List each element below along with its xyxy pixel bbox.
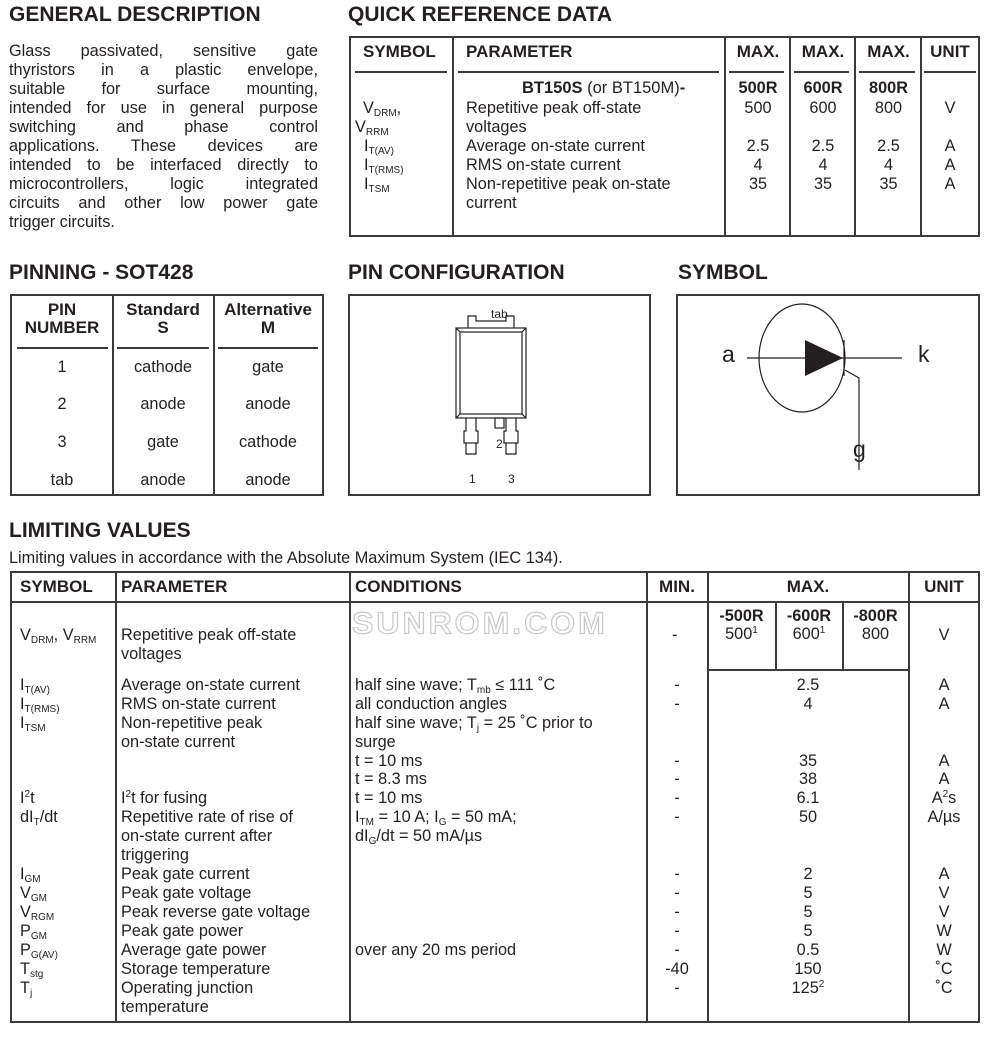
header-max: MAX.	[786, 577, 830, 596]
max-value: 5	[803, 903, 813, 921]
gate-label: g	[853, 436, 866, 462]
value: 4	[753, 156, 763, 174]
general-description-text	[9, 42, 318, 232]
pin-standard: anode	[140, 395, 186, 413]
min-value: -	[674, 770, 680, 788]
unit: A	[938, 676, 950, 694]
parameter-text: Non-repetitive peak on-state	[466, 175, 671, 193]
header-symbol: SYMBOL	[363, 42, 436, 61]
condition-text: $dI_G/dt = 50$ mA/µs	[355, 827, 483, 847]
max-500: $500^1$	[725, 625, 758, 643]
symbol-pgm: $P_{GM}$	[20, 922, 47, 942]
unit: A	[938, 770, 950, 788]
value: 2.5	[811, 137, 835, 155]
parameter-text: voltages	[466, 118, 527, 136]
parameter-text: Peak gate current	[121, 865, 250, 883]
symbol-vrrm: $V_{RRM}$	[355, 118, 389, 138]
min-value: -	[674, 865, 680, 883]
symbol-it-av: $I_{T(AV)}$	[20, 676, 50, 696]
parameter-text: Repetitive rate of rise of	[121, 808, 293, 826]
unit: A	[938, 752, 950, 770]
description-line: applications. These devices are	[9, 137, 318, 155]
unit: A	[938, 695, 950, 713]
min-value: -	[674, 922, 680, 940]
condition-text: t = 10 ms	[355, 752, 423, 770]
pin-alternative: gate	[252, 358, 284, 376]
symbol-it-rms: $I_{T(RMS)}$	[20, 695, 60, 715]
value: 600	[809, 99, 837, 117]
min-value: -	[674, 752, 680, 770]
value: 4	[818, 156, 828, 174]
symbol-i2t: $I^2t$	[20, 789, 35, 807]
header-max: MAX.	[801, 42, 845, 61]
max-value: 38	[798, 770, 818, 788]
parameter-text: RMS on-state current	[121, 695, 276, 713]
parameter-text: on-state current	[121, 733, 236, 751]
max-value: 5	[803, 884, 813, 902]
description-line: trigger circuits.	[9, 213, 115, 231]
value: 35	[813, 175, 833, 193]
unit: V	[944, 99, 956, 117]
header-rule	[794, 71, 849, 73]
parameter-text: RMS on-state current	[466, 156, 621, 174]
tab-label: tab	[491, 307, 508, 321]
pin-2-label: 2	[496, 437, 503, 451]
max-600: $600^1$	[792, 625, 826, 643]
header-parameter: PARAMETER	[466, 42, 573, 61]
parameter-text: Repetitive peak off-state	[121, 626, 297, 644]
grade-600r: 600R	[803, 79, 843, 97]
symbol-vdrm: $V_{DRM}$,	[363, 99, 402, 119]
description-line: microcontrollers, logic integrated	[9, 175, 318, 193]
quick-reference-title: QUICK REFERENCE DATA	[348, 3, 613, 26]
unit: A	[938, 865, 950, 883]
parameter-text: Average on-state current	[466, 137, 645, 155]
unit: V	[938, 626, 950, 644]
symbol-vdrm-vrrm: $V_{DRM}$, $V_{RRM}$	[20, 626, 97, 646]
condition-text: all conduction angles	[355, 695, 508, 713]
min-value: -	[674, 789, 680, 807]
max-value: 150	[794, 960, 822, 978]
grade-800r: 800R	[869, 79, 908, 97]
parameter-text: $I^2t$ for fusing	[121, 789, 208, 807]
symbol-itsm: $I_{TSM}$	[364, 175, 390, 195]
min-value: -	[674, 808, 680, 826]
pin-alternative: anode	[245, 471, 291, 489]
unit: ˚C	[935, 979, 953, 997]
parameter-text: triggering	[121, 846, 189, 864]
header-rule	[458, 71, 719, 73]
unit: V	[938, 903, 950, 921]
pin-configuration-title: PIN CONFIGURATION	[348, 261, 565, 284]
condition-text: half sine wave; $T_j = 25$ ˚C prior to	[355, 714, 593, 734]
condition-text: surge	[355, 733, 396, 751]
unit: A	[944, 175, 956, 193]
symbol-dit-dt: $dI_T/dt$	[20, 808, 58, 828]
grade-500r: 500R	[738, 79, 778, 97]
min-value: -	[672, 626, 678, 644]
max-value: 4	[803, 695, 813, 713]
pin-standard: anode	[140, 471, 186, 489]
variant-label: BT150S (or BT150M)-	[522, 79, 686, 97]
symbol-it-av: $I_{T(AV)}$	[364, 137, 394, 157]
pinning-title: PINNING - SOT428	[9, 261, 194, 284]
parameter-text: Operating junction	[121, 979, 254, 997]
symbol-vgm: $V_{GM}$	[20, 884, 47, 904]
parameter-text: temperature	[121, 998, 209, 1016]
symbol-box	[676, 294, 980, 496]
grade-800r: -800R	[853, 607, 898, 625]
parameter-text: Non-repetitive peak	[121, 714, 263, 732]
unit: A/µs	[927, 808, 961, 826]
parameter-text: Storage temperature	[121, 960, 271, 978]
pin-number: 2	[57, 395, 67, 413]
grade-600r: -600R	[786, 607, 832, 625]
condition-text: over any 20 ms period	[355, 941, 517, 959]
max-value: 6.1	[796, 789, 820, 807]
pin-3-label: 3	[508, 472, 515, 486]
symbol-tstg: $T_{stg}$	[20, 960, 44, 980]
min-value: -	[674, 695, 680, 713]
max-value: $125^2$	[791, 979, 825, 997]
unit: W	[936, 922, 952, 940]
thyristor-symbol-icon	[678, 296, 978, 494]
value: 35	[748, 175, 768, 193]
min-value: -	[674, 903, 680, 921]
min-value: -	[674, 884, 680, 902]
package-outline-icon	[350, 296, 649, 494]
unit: W	[936, 941, 952, 959]
divider	[452, 37, 454, 236]
value: 35	[879, 175, 898, 193]
parameter-text: Repetitive peak off-state	[466, 99, 642, 117]
description-line: thyristors in a plastic envelope,	[9, 61, 318, 79]
value: 500	[744, 99, 772, 117]
parameter-text: Peak reverse gate voltage	[121, 903, 311, 921]
pin-standard: gate	[147, 433, 179, 451]
max-value: 50	[798, 808, 818, 826]
header-pin-number: PIN NUMBER	[24, 300, 100, 337]
parameter-text: on-state current after	[121, 827, 273, 845]
header-rule	[924, 71, 976, 73]
description-line: Glass passivated, sensitive gate	[9, 42, 318, 60]
min-value: -	[674, 941, 680, 959]
symbol-tj: $T_j$	[20, 979, 33, 999]
header-symbol: SYMBOL	[20, 577, 93, 596]
header-alternative: Alternative M	[224, 300, 312, 337]
description-line: intended to be interfaced directly to	[9, 156, 318, 174]
condition-text: $I_{TM} = 10$ A; $I_G = 50$ mA;	[355, 808, 517, 828]
condition-text: t = 10 ms	[355, 789, 423, 807]
min-value: -	[674, 979, 680, 997]
max-value: 0.5	[796, 941, 820, 959]
max-value: 5	[803, 922, 813, 940]
symbol-igm: $I_{GM}$	[20, 865, 41, 885]
min-value: -40	[665, 960, 689, 978]
header-max: MAX.	[736, 42, 780, 61]
limiting-values-title: LIMITING VALUES	[9, 519, 191, 542]
header-conditions: CONDITIONS	[355, 577, 462, 596]
header-rule	[17, 347, 108, 349]
pin-number: 1	[57, 358, 67, 376]
value: 4	[883, 156, 894, 174]
anode-label: a	[722, 341, 735, 367]
limiting-values-subtitle: Limiting values in accordance with the Absolute Maximum System (IEC 134).	[9, 549, 563, 567]
pin-number: 3	[57, 433, 67, 451]
unit: V	[938, 884, 950, 902]
header-rule	[218, 347, 318, 349]
parameter-text: current	[466, 194, 517, 212]
parameter-text: Peak gate power	[121, 922, 244, 940]
symbol-itsm: $I_{TSM}$	[20, 714, 46, 734]
symbol-pg-av: $P_{G(AV)}$	[20, 941, 58, 961]
header-parameter: PARAMETER	[121, 577, 228, 596]
parameter-text: voltages	[121, 645, 182, 663]
max-value: 2.5	[796, 676, 820, 694]
header-standard: Standard S	[126, 300, 200, 337]
value: 2.5	[746, 137, 770, 155]
unit: A	[944, 137, 956, 155]
unit: $A^2s$	[931, 789, 957, 807]
header-rule	[117, 347, 209, 349]
unit: ˚C	[935, 960, 953, 978]
header-unit: UNIT	[930, 42, 970, 61]
pin-alternative: anode	[245, 395, 291, 413]
unit: A	[944, 156, 956, 174]
divider	[708, 669, 908, 671]
symbol-vrgm: $V_{RGM}$	[20, 903, 55, 923]
pin-standard: cathode	[134, 358, 192, 376]
header-unit: UNIT	[924, 577, 964, 596]
max-800: 800	[861, 625, 890, 643]
divider	[115, 572, 117, 1022]
value: 800	[874, 99, 903, 117]
header-rule	[729, 71, 784, 73]
pin-1-label: 1	[469, 472, 476, 486]
pin-number: tab	[50, 471, 74, 489]
header-min: MIN.	[659, 577, 695, 596]
parameter-text: Average on-state current	[121, 676, 300, 694]
header-rule	[355, 71, 447, 73]
watermark: SUNROM.COM	[352, 605, 608, 641]
divider	[349, 572, 351, 1022]
header-rule	[859, 71, 915, 73]
general-description-title: GENERAL DESCRIPTION	[9, 3, 261, 26]
symbol-title: SYMBOL	[678, 261, 768, 284]
value: 2.5	[877, 137, 900, 155]
header-max: MAX.	[867, 42, 910, 61]
condition-text: half sine wave; $T_{mb} \le 111$ ˚C	[355, 676, 556, 696]
max-value: 2	[803, 865, 813, 883]
symbol-it-rms: $I_{T(RMS)}$	[364, 156, 404, 176]
description-line: switching and phase control	[9, 118, 318, 136]
pin-alternative: cathode	[239, 433, 297, 451]
parameter-text: Average gate power	[121, 941, 267, 959]
parameter-text: Peak gate voltage	[121, 884, 252, 902]
cathode-label: k	[918, 341, 930, 367]
description-line: intended for use in general purpose	[9, 99, 318, 117]
condition-text: t = 8.3 ms	[355, 770, 427, 788]
min-value: -	[674, 676, 680, 694]
max-value: 35	[798, 752, 818, 770]
grade-500r: -500R	[719, 607, 764, 625]
description-line: circuits and other low power gate	[9, 194, 318, 212]
pin-configuration-box	[348, 294, 651, 496]
description-line: suitable for surface mounting,	[9, 80, 318, 98]
header-rule	[11, 601, 979, 603]
